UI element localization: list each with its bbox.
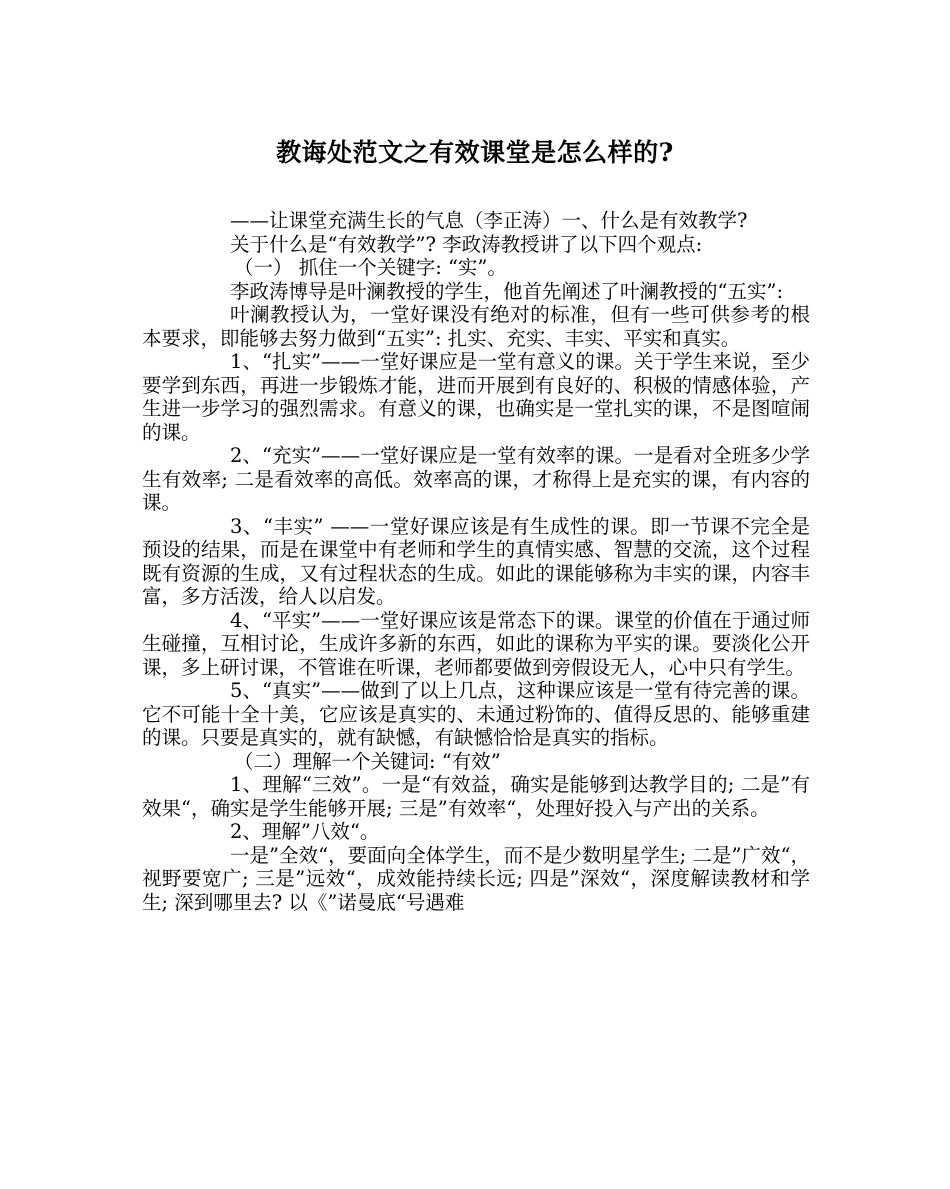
paragraph: 2、理解”八效“。 bbox=[230, 820, 380, 843]
paragraph: 3、“丰实” ——一堂好课应该是有生成性的课。即一节课不完全是预设的结果，而是在课堂中有老师和学生的真情实感、智慧的交流，这个过程既有资源的生成，又有过程状态的生成。如此的课能够称为丰实的课，内容丰富，多方活泼，给人以启发。 bbox=[142, 514, 810, 608]
section-heading-1: （一） 抓住一个关键字: “实”。 bbox=[234, 256, 507, 279]
paragraph: 2、“充实”——一堂好课应是一堂有效率的课。一是看对全班多少学生有效率; 二是看效率的高低。效率高的课，才称得上是充实的课，有内容的课。 bbox=[142, 444, 810, 514]
paragraph: 1、理解“三效”。一是“有效益，确实是能够到达教学目的; 二是”有效果“，确实是学生能够开展; 三是”有效率“，处理好投入与产出的关系。 bbox=[142, 773, 810, 820]
paragraph-subtitle: ——让课堂充满生长的气息（李正涛）一、什么是有效教学? bbox=[230, 209, 748, 232]
paragraph: 5、“真实”——做到了以上几点，这种课应该是一堂有待完善的课。它不可能十全十美，它应该是真实的、未通过粉饰的、值得反思的、能够重建的课。只要是真实的，就有缺憾，有缺憾恰恰是真实的指标。 bbox=[142, 679, 810, 749]
section-heading-2: （二）理解一个关键词: “有效” bbox=[234, 749, 501, 773]
paragraph: 1、“扎实”——一堂好课应是一堂有意义的课。关于学生来说，至少要学到东西，再进一步锻炼才能，进而开展到有良好的、积极的情感体验，产生进一步学习的强烈需求。有意义的课，也确实是一堂扎实的课，不是图喧闹的课。 bbox=[142, 350, 810, 444]
paragraph: 一是”全效“，要面向全体学生，而不是少数明星学生; 二是”广效“，视野要宽广; 三是”远效“，成效能持续长远; 四是”深效“，深度解读教材和学生; 深到哪里去? 以《”诺曼底“号遇难 bbox=[142, 843, 810, 914]
document-title: 教诲处范文之有效课堂是怎么样的? bbox=[276, 138, 674, 167]
paragraph: 叶澜教授认为，一堂好课没有绝对的标准，但有一些可供参考的根本要求，即能够去努力做到“五实”: 扎实、充实、丰实、平实和真实。 bbox=[142, 303, 810, 350]
document-body bbox=[142, 209, 810, 914]
paragraph: 李政涛博导是叶澜教授的学生，他首先阐述了叶澜教授的“五实”: bbox=[230, 279, 784, 303]
paragraph-intro: 关于什么是“有效教学”? 李政涛教授讲了以下四个观点: bbox=[230, 232, 703, 256]
paragraph: 4、“平实”——一堂好课应该是常态下的课。课堂的价值在于通过师生碰撞，互相讨论，生成许多新的东西，如此的课称为平实的课。要淡化公开课，多上研讨课，不管谁在听课，老师都要做到旁假设无人，心中只有学生。 bbox=[142, 608, 810, 679]
